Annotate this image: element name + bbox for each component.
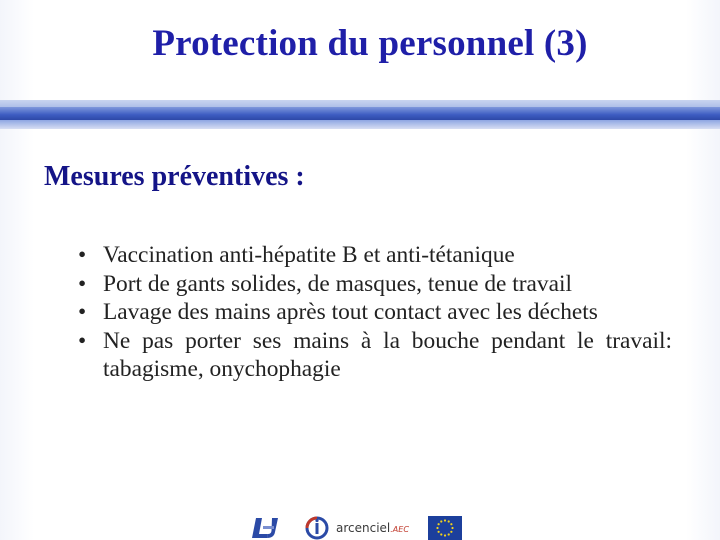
bullet-item: [78, 241, 672, 270]
bullet-item: [78, 327, 672, 384]
bullet-text: Vaccination anti-hépatite B et anti-tétanique: [103, 242, 515, 268]
arcenciel-logo-icon: [304, 516, 330, 540]
bullet-dot: •: [78, 270, 87, 297]
bullet-text: Port de gants solides, de masques, tenue de travail: [103, 270, 573, 297]
header-band-main: [0, 107, 720, 120]
bullet-text: Ne pas porter ses mains à la bouche pendant le travail: tabagisme, onychophagie: [103, 327, 672, 382]
lj-logo-icon: [250, 516, 288, 540]
bullet-text: Lavage des mains après tout contact avec les déchets: [103, 299, 598, 325]
header-band-bottom: [0, 120, 720, 129]
bullet-item: [78, 298, 672, 327]
section-heading: Mesures préventives :: [44, 161, 305, 192]
header-band-top: [0, 100, 720, 107]
arcenciel-logo: [336, 521, 409, 535]
bullet-dot: •: [78, 242, 87, 268]
slide-title: Protection du personnel (3): [152, 23, 588, 64]
bullet-list: [78, 241, 672, 384]
arcenciel-logo-text: arcenciel: [336, 521, 391, 535]
arcenciel-logo-suffix: .AEC: [390, 525, 409, 534]
bullet-dot: •: [78, 299, 87, 325]
footer-logos: [250, 512, 470, 540]
bullet-dot: •: [78, 327, 87, 354]
bullet-item: [78, 270, 672, 299]
eu-flag-icon: [428, 516, 462, 540]
